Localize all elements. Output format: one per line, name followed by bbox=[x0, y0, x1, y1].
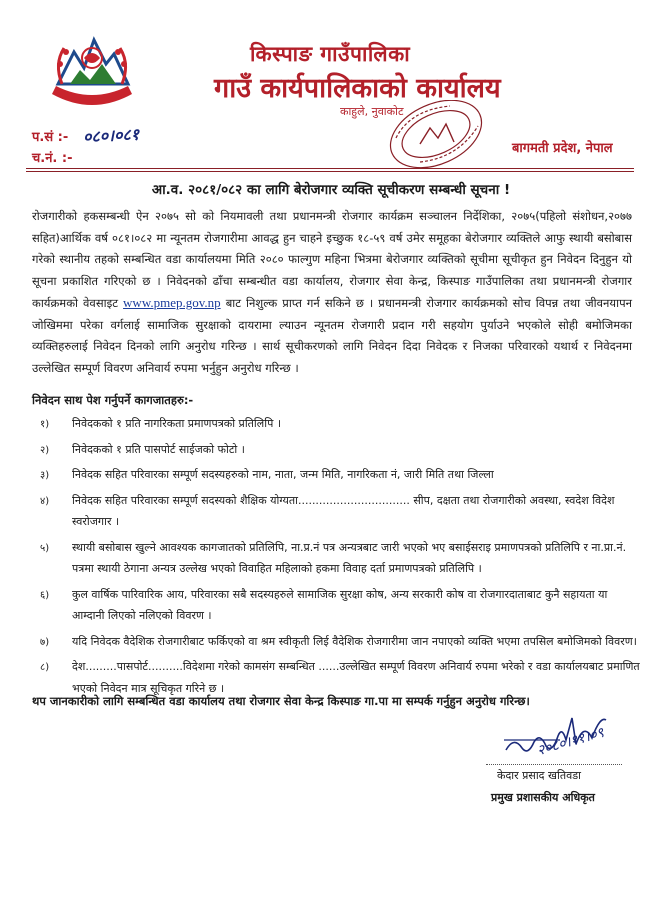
list-item bbox=[32, 464, 640, 486]
list-item-text: निवेदक सहित परिवारका सम्पूर्ण सदस्यहरुको नाम, नाता, जन्म मिति, नागरिकता नं, जारी मिति तथा जिल्ला bbox=[72, 468, 494, 481]
list-item-number: ७) bbox=[40, 636, 50, 648]
closing-request: थप जानकारीको लागि सम्बन्धित वडा कार्यालय तथा रोजगार सेवा केन्द्र किस्पाङ गा.पा मा सम्पर्क गर्नुहुन अनुरोध गरिन्छ। bbox=[32, 694, 530, 708]
list-item-text: निवेदक सहित परिवारका सम्पूर्ण सदस्यको शैक्षिक योग्यता................................ सीप, दक्षता तथा रोजगारीको अवस्था, स्वदेश विदेश स्वरोजगार । bbox=[72, 493, 615, 528]
list-item-text: निवेदकको १ प्रति पासपोर्ट साईजको फोटो । bbox=[72, 442, 245, 456]
signatory-name: केदार प्रसाद खतिवडा bbox=[497, 769, 581, 782]
notice-title: आ.व. २०८१/०८२ का लागि बेरोजगार व्यक्ति सूचीकरण सम्बन्धी सूचना ! bbox=[151, 182, 511, 198]
list-item-number: ५) bbox=[40, 542, 50, 554]
notice-body-part-1: रोजगारीको हकसम्बन्धी ऐन २०७५ सो को नियमावली तथा प्रधानमन्त्री रोजगार कार्यक्रम सञ्चालन निर्देशिका, २०७५(पहिलो संशोधन,२०७७ सहित)आर्थिक वर्ष ०८१।०८२ मा न्यूनतम रोजगारीमा आवद्ध हुन चाहने इच्छुक १८-५९ वर्ष उमेर समूहका बेरोजगार व्यक्तिले आफु स्थायी बसोबास गरेको स्थानीय तहको सम्बन्धित वडा कार्यालयमा मिति २०८० फाल्गुण महिना भित्रमा बेरोजगार व्यक्तिको सूचीमा सूचीकृत हुन निवेदन दिनुहुन यो सूचना प्रकाशित गरिएको छ । निवेदनको ढाँचा सम्बन्धीत वडा कार्यालय, रोजगार सेवा केन्द्र, किस्पाङ गाउँपालिका तथा प्रधानमन्त्री रोजगार कार्यक्रमको वेवसाइट bbox=[32, 209, 632, 310]
list-item bbox=[32, 490, 640, 533]
list-item bbox=[32, 584, 640, 627]
signatory-title: प्रमुख प्रशासकीय अधिकृत bbox=[491, 791, 595, 804]
list-item-text: यदि निवेदक वैदेशिक रोजगारीबाट फर्किएको वा श्रम स्वीकृती लिई वैदेशिक रोजगारीमा जान नपाएको व्यक्ति भएमा तपसिल बमोजिमको विवरण। bbox=[72, 634, 637, 648]
office-seal-stamp bbox=[380, 100, 490, 172]
reference-number bbox=[32, 124, 139, 146]
reference-label: प.सं :- bbox=[32, 130, 69, 145]
header-divider-thin bbox=[26, 171, 634, 172]
signature-date: २०८०।११।०९ bbox=[535, 724, 606, 760]
notice-body bbox=[32, 206, 632, 379]
list-item-number: १) bbox=[40, 419, 50, 430]
pmep-website-link[interactable]: www.pmep.gov.np bbox=[123, 295, 221, 310]
list-item-number: २) bbox=[40, 444, 50, 456]
header-divider bbox=[26, 168, 634, 169]
dispatch-label: च.नं. :- bbox=[32, 151, 73, 166]
office-name: गाउँ कार्यपालिकाको कार्यालय bbox=[214, 73, 501, 104]
list-item-number: ३) bbox=[40, 470, 50, 481]
list-item bbox=[32, 631, 640, 653]
municipality-name: किस्पाङ गाउँपालिका bbox=[250, 42, 411, 66]
list-item bbox=[32, 537, 640, 580]
nepal-emblem-icon bbox=[44, 24, 140, 110]
notice-body-part-2: बाट निशुल्क प्राप्त गर्न सकिने छ । प्रधानमन्त्री रोजगार कार्यक्रमको सोच विपन्न तथा जीवनयापन जोखिममा परेका वर्गलाई सामाजिक सुरक्षाको दायरामा ल्याउन न्यूनतम रोजगारी प्रदान गरी सहयोग पुर्याउने भएकोले सोही बमोजिमका व्यक्तिहरुलाई निवेदन दिनको लागि अनुरोध गरिन्छ । सार्थ सूचीकरणको लागि निवेदन दिदा निवेदक र निजका परिवारको यथार्थ र निवेदनमा उल्लेखित सम्पूर्ण विवरण अनिवार्य रुपमा भर्नुहुन अनुरोध गरिन्छ । bbox=[32, 296, 632, 375]
list-item-text: कुल वार्षिक पारिवारिक आय, परिवारका सबै सदस्यहरुले सामाजिक सुरक्षा कोष, अन्य सरकारी कोष वा रोजगारदाताबाट कुनै सहायता या आम्दानी लिएको नलिएको विवरण । bbox=[72, 587, 608, 622]
signature-line bbox=[486, 764, 622, 766]
list-item-number: ६) bbox=[40, 589, 50, 601]
list-item-text: स्थायी बसोबास खुल्ने आवश्यक कागजातको प्रतिलिपि, ना.प्र.नं पत्र अन्यत्रबाट जारी भएको भए बसाईसराइ प्रमाणपत्रको प्रतिलिपि र ना.प्रा.नं. पत्रमा स्थायी ठेगाना अन्यत्र उल्लेख भएको विवाहित महिलाको हकमा विवाह दर्ता प्रमाणपत्रको प्रतिलिपि । bbox=[72, 540, 627, 575]
list-item-text: देश.........पासपोर्ट..........विदेशमा गरेको कामसंग सम्बन्धित ......उल्लेखित सम्पूर्ण विवरण अनिवार्य रुपमा भरेको र वडा कार्यालयबाट प्रमाणित भएको निवेदन मात्र सूचिकृत गरिने छ । bbox=[72, 660, 640, 695]
documents-list bbox=[32, 413, 640, 703]
list-item-text: निवेदकको १ प्रति नागरिकता प्रमाणपत्रको प्रतिलिपि । bbox=[72, 417, 282, 430]
documents-heading: निवेदन साथ पेश गर्नुपर्ने कागजातहरु:- bbox=[32, 393, 194, 407]
reference-value: ०८०।०८१ bbox=[82, 124, 140, 147]
list-item-number: ४) bbox=[40, 495, 50, 507]
list-item bbox=[32, 413, 640, 435]
list-item-number: ८) bbox=[40, 662, 50, 673]
office-address: काहुले, नुवाकोट bbox=[340, 105, 404, 118]
dispatch-number bbox=[32, 148, 72, 166]
province-address: बागमती प्रदेश, नेपाल bbox=[512, 141, 613, 156]
list-item bbox=[32, 439, 640, 461]
list-item bbox=[32, 656, 640, 699]
